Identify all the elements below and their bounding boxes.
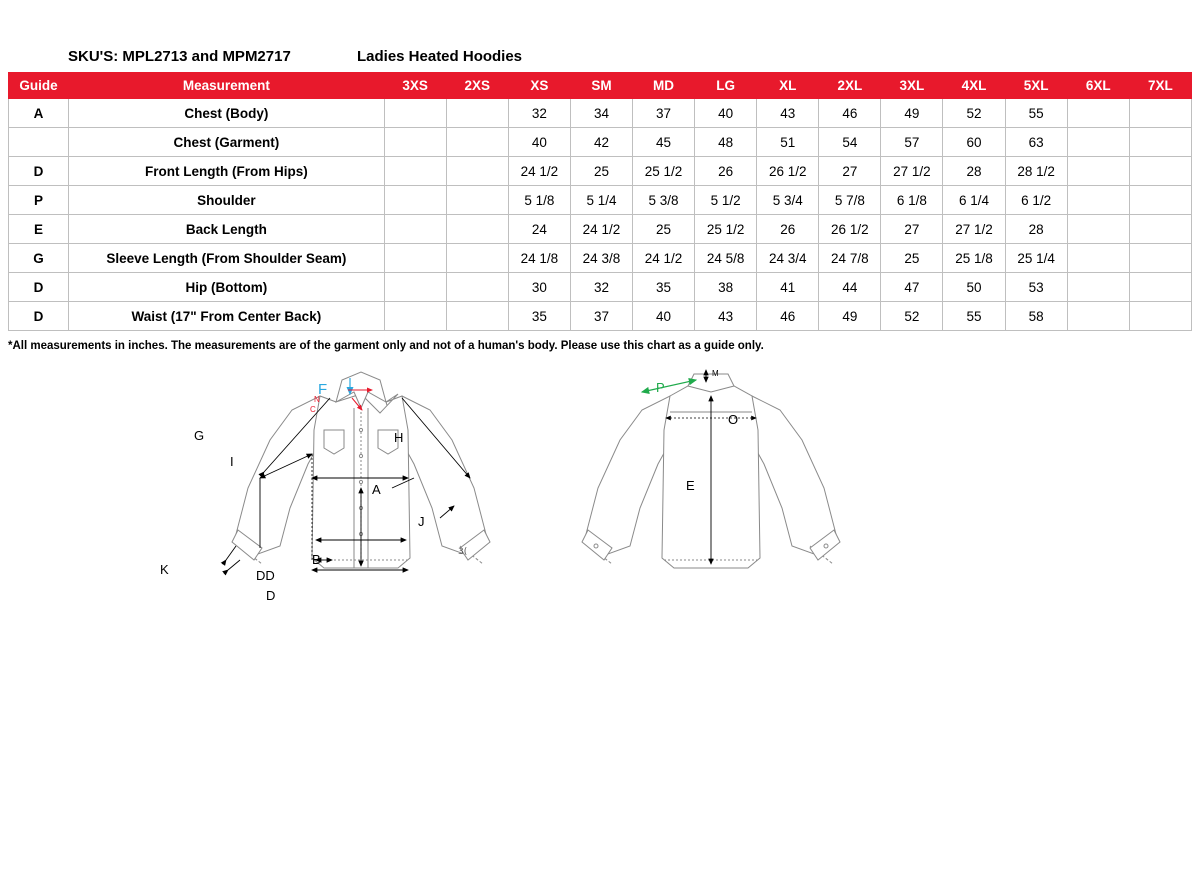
cell-guide: G (9, 244, 69, 273)
cell-value (1129, 244, 1191, 273)
cell-value: 45 (633, 128, 695, 157)
cell-value: 41 (757, 273, 819, 302)
cell-value: 24 7/8 (819, 244, 881, 273)
cell-measurement: Hip (Bottom) (69, 273, 385, 302)
column-header-3xs: 3XS (384, 73, 446, 99)
table-row (9, 273, 1192, 302)
cell-guide: E (9, 215, 69, 244)
label-N: N (314, 395, 320, 404)
cell-value: 25 (881, 244, 943, 273)
cell-value (1067, 99, 1129, 128)
cell-value: 24 1/2 (508, 157, 570, 186)
cell-value: 63 (1005, 128, 1067, 157)
table-header-row (9, 73, 1192, 99)
cell-value: 25 (633, 215, 695, 244)
cell-value: 27 1/2 (943, 215, 1005, 244)
label-E: E (686, 478, 695, 493)
cell-value (1129, 302, 1191, 331)
table-row (9, 244, 1192, 273)
front-garment-illustration (160, 372, 490, 603)
cell-value (446, 157, 508, 186)
label-B: B (312, 552, 321, 567)
cell-value (1067, 244, 1129, 273)
column-header-4xl: 4XL (943, 73, 1005, 99)
garment-diagram (140, 368, 900, 618)
cell-value: 25 1/2 (633, 157, 695, 186)
cell-value: 38 (695, 273, 757, 302)
cell-value: 49 (881, 99, 943, 128)
cell-value: 28 1/2 (1005, 157, 1067, 186)
cell-value (1067, 128, 1129, 157)
label-O: O (728, 412, 739, 427)
cell-value: 35 (633, 273, 695, 302)
label-K: K (160, 562, 169, 577)
cell-value: 25 (570, 157, 632, 186)
cell-value (446, 128, 508, 157)
cell-value: 55 (943, 302, 1005, 331)
column-header-xl: XL (757, 73, 819, 99)
cell-value (1067, 302, 1129, 331)
cell-value (1129, 273, 1191, 302)
cell-guide: P (9, 186, 69, 215)
cell-value: 37 (633, 99, 695, 128)
cell-value: 27 (819, 157, 881, 186)
cell-value: 25 1/2 (695, 215, 757, 244)
cell-value: 26 (695, 157, 757, 186)
cell-value (384, 186, 446, 215)
cell-value: 51 (757, 128, 819, 157)
column-header-3xl: 3XL (881, 73, 943, 99)
cell-value: 26 1/2 (757, 157, 819, 186)
cell-value: 26 (757, 215, 819, 244)
column-header-lg: LG (695, 73, 757, 99)
cell-value: 54 (819, 128, 881, 157)
cell-value: 27 (881, 215, 943, 244)
cell-value: 5 3/4 (757, 186, 819, 215)
cell-value (384, 302, 446, 331)
cell-value: 52 (943, 99, 1005, 128)
cell-value: 6 1/2 (1005, 186, 1067, 215)
cell-measurement: Waist (17" From Center Back) (69, 302, 385, 331)
cell-value: 28 (1005, 215, 1067, 244)
cell-value: 5 3/8 (633, 186, 695, 215)
cell-value: 55 (1005, 99, 1067, 128)
cell-value (384, 128, 446, 157)
cell-measurement: Back Length (69, 215, 385, 244)
cell-value (384, 244, 446, 273)
cell-value (1067, 215, 1129, 244)
cell-value (1129, 157, 1191, 186)
column-header-7xl: 7XL (1129, 73, 1191, 99)
cell-guide: D (9, 302, 69, 331)
cell-value: 32 (508, 99, 570, 128)
cell-value (446, 244, 508, 273)
cell-value: 44 (819, 273, 881, 302)
cell-value (446, 186, 508, 215)
cell-value: 5 1/8 (508, 186, 570, 215)
column-header-2xs: 2XS (446, 73, 508, 99)
column-header-md: MD (633, 73, 695, 99)
cell-value (1129, 99, 1191, 128)
cell-value (384, 273, 446, 302)
label-I: I (230, 454, 234, 469)
cell-value: 26 1/2 (819, 215, 881, 244)
cell-value: 53 (1005, 273, 1067, 302)
label-C: C (310, 405, 316, 414)
label-P: P (656, 380, 665, 395)
cell-value (384, 215, 446, 244)
cell-value: 6 1/8 (881, 186, 943, 215)
table-row (9, 302, 1192, 331)
cell-value: 35 (508, 302, 570, 331)
sku-label: SKU'S: MPL2713 and MPM2717 (68, 48, 291, 65)
cell-value: 43 (695, 302, 757, 331)
cell-value: 32 (570, 273, 632, 302)
cell-value: 24 5/8 (695, 244, 757, 273)
cell-measurement: Shoulder (69, 186, 385, 215)
cell-value: 6 1/4 (943, 186, 1005, 215)
cell-value: 5 1/2 (695, 186, 757, 215)
cell-value: 24 (508, 215, 570, 244)
cell-value: 43 (757, 99, 819, 128)
cell-value (446, 215, 508, 244)
cell-guide: D (9, 273, 69, 302)
cell-value: 40 (695, 99, 757, 128)
label-D: D (266, 588, 276, 603)
cell-value (1129, 215, 1191, 244)
cell-value: 48 (695, 128, 757, 157)
column-header-guide: Guide (9, 73, 69, 99)
cell-value (384, 157, 446, 186)
column-header-2xl: 2XL (819, 73, 881, 99)
cell-value: 42 (570, 128, 632, 157)
cell-value: 37 (570, 302, 632, 331)
cell-value: 5 1/4 (570, 186, 632, 215)
cell-value: 46 (757, 302, 819, 331)
size-chart-table (8, 72, 1192, 331)
cell-value (446, 302, 508, 331)
column-header-6xl: 6XL (1067, 73, 1129, 99)
cell-value: 60 (943, 128, 1005, 157)
cell-value (1067, 186, 1129, 215)
cell-value: 25 1/8 (943, 244, 1005, 273)
cell-value: 24 1/2 (633, 244, 695, 273)
cell-measurement: Front Length (From Hips) (69, 157, 385, 186)
svg-text:3(: 3( (458, 547, 468, 557)
cell-value: 50 (943, 273, 1005, 302)
cell-value: 58 (1005, 302, 1067, 331)
measurement-footnote: *All measurements in inches. The measurements are of the garment only and not of a human's body. Please use this chart as a guide only. (8, 340, 764, 352)
back-garment-illustration (582, 369, 840, 568)
cell-value (446, 273, 508, 302)
column-header-5xl: 5XL (1005, 73, 1067, 99)
table-row (9, 215, 1192, 244)
table-row (9, 99, 1192, 128)
label-J: J (418, 514, 425, 529)
cell-value: 24 1/2 (570, 215, 632, 244)
cell-value: 34 (570, 99, 632, 128)
product-label: Ladies Heated Hoodies (356, 48, 523, 65)
table-row (9, 186, 1192, 215)
column-header-sm: SM (570, 73, 632, 99)
cell-value: 57 (881, 128, 943, 157)
cell-guide: D (9, 157, 69, 186)
cell-value: 40 (633, 302, 695, 331)
label-DD: DD (256, 568, 275, 583)
cell-value: 5 7/8 (819, 186, 881, 215)
cell-value (1129, 186, 1191, 215)
cell-guide: A (9, 99, 69, 128)
label-A: A (372, 482, 381, 497)
column-header-xs: XS (508, 73, 570, 99)
cell-measurement: Sleeve Length (From Shoulder Seam) (69, 244, 385, 273)
cell-value: 46 (819, 99, 881, 128)
label-F: F (318, 381, 328, 398)
cell-value: 24 3/8 (570, 244, 632, 273)
cell-value (446, 99, 508, 128)
cell-guide (9, 128, 69, 157)
cell-value (384, 99, 446, 128)
label-G: G (194, 428, 205, 443)
cell-value: 24 1/8 (508, 244, 570, 273)
document-header (68, 48, 522, 65)
column-header-measurement: Measurement (69, 73, 385, 99)
table-row (9, 128, 1192, 157)
cell-value: 30 (508, 273, 570, 302)
cell-value: 28 (943, 157, 1005, 186)
cell-value (1067, 157, 1129, 186)
cell-value: 24 3/4 (757, 244, 819, 273)
cell-value (1067, 273, 1129, 302)
cell-value: 25 1/4 (1005, 244, 1067, 273)
table-row (9, 157, 1192, 186)
cell-value: 49 (819, 302, 881, 331)
cell-value: 47 (881, 273, 943, 302)
label-M: M (712, 369, 719, 378)
cell-value: 27 1/2 (881, 157, 943, 186)
cell-measurement: Chest (Garment) (69, 128, 385, 157)
cell-value (1129, 128, 1191, 157)
cell-value: 40 (508, 128, 570, 157)
label-H: H (394, 430, 404, 445)
cell-measurement: Chest (Body) (69, 99, 385, 128)
cell-value: 52 (881, 302, 943, 331)
